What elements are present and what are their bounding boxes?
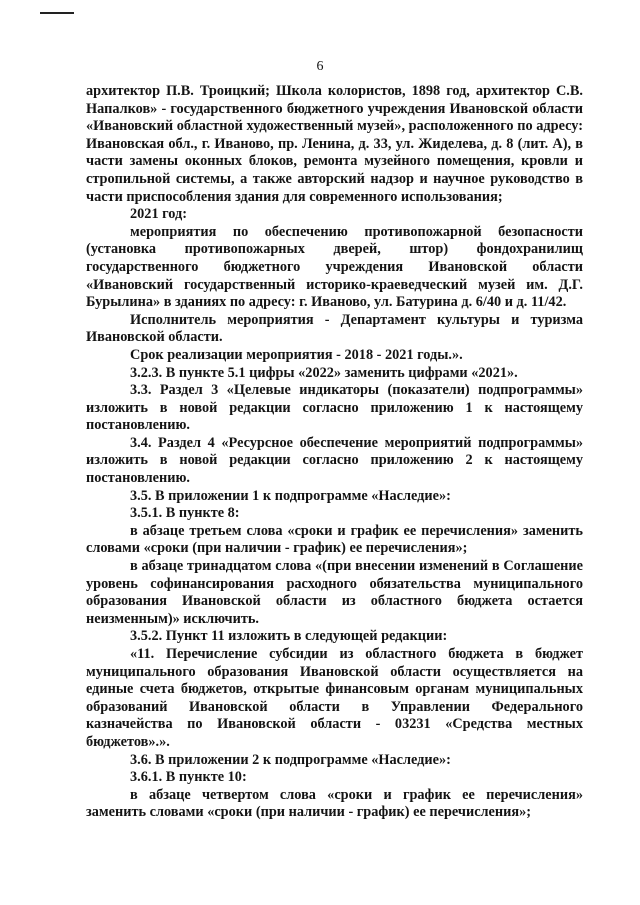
- page-number: 6: [316, 59, 324, 74]
- paragraph-9: 3.5. В приложении 1 к подпрограмме «Наследие»:: [130, 487, 451, 504]
- paragraph-8: 3.4. Раздел 4 «Ресурсное обеспечение мероприятий подпрограммы» изложить в новой редакции согласно приложению 2 к настоящему постановлению.: [86, 434, 583, 487]
- header-rule: [40, 12, 74, 14]
- paragraph-7: 3.3. Раздел 3 «Целевые индикаторы (показатели) подпрограммы» изложить в новой редакции согласно приложению 1 к настоящему постановлению.: [86, 382, 583, 434]
- document-body: [86, 83, 583, 822]
- paragraph-11: в абзаце третьем слова «сроки и график ее перечисления» заменить словами «сроки (при наличии - график) ее перечисления»;: [86, 522, 583, 557]
- paragraph-1: архитектор П.В. Троицкий; Школа колористов, 1898 год, архитектор С.В. Напалков» - государственного бюджетного учреждения Ивановской области «Ивановский областной художественный музей», расположенного по адресу: Ивановская обл., г. Иваново, пр. Ленина, д. 33, ул. Жиделева, д. 8 (лит. А), в части замены оконных блоков, ремонта музейного помещения, кровли и стропильной системы, а также авторский надзор и научное руководство в части приспособления здания для современного использования;: [86, 83, 583, 205]
- paragraph-10: 3.5.1. В пункте 8:: [130, 505, 240, 522]
- paragraph-4: Исполнитель мероприятия - Департамент культуры и туризма Ивановской области.: [86, 311, 583, 346]
- paragraph-17: в абзаце четвертом слова «сроки и график ее перечисления» заменить словами «сроки (при наличии - график) ее перечисления»;: [86, 786, 583, 821]
- paragraph-6: 3.2.3. В пункте 5.1 цифры «2022» заменить цифрами «2021».: [130, 364, 518, 381]
- paragraph-15: 3.6. В приложении 2 к подпрограмме «Наследие»:: [130, 751, 451, 768]
- paragraph-12: в абзаце тринадцатом слова «(при внесении изменений в Соглашение уровень софинансирования расходного обязательства муниципального образования Ивановской области из областного бюджета остается неизменным)» исключить.: [86, 558, 583, 627]
- paragraph-14: «11. Перечисление субсидии из областного бюджета в бюджет муниципального образования Ивановской области осуществляется на единые счета бюджетов, открытые финансовым органам муниципальных образований Ивановской области в Управлении Федерального казначейства по Ивановской области - 03231 «Средства местных бюджетов».».: [86, 646, 583, 750]
- paragraph-3: мероприятия по обеспечению противопожарной безопасности (установка противопожарных дверей, штор) фондохранилищ государственного бюджетного учреждения Ивановской области «Ивановский государственный историко-краеведческий музей им. Д.Г. Бурылина» в зданиях по адресу: г. Иваново, ул. Батурина д. 6/40 и д. 11/42.: [86, 223, 583, 311]
- paragraph-2: 2021 год:: [130, 206, 188, 223]
- paragraph-13: 3.5.2. Пункт 11 изложить в следующей редакции:: [130, 628, 448, 645]
- paragraph-16: 3.6.1. В пункте 10:: [130, 769, 247, 786]
- paragraph-5: Срок реализации мероприятия - 2018 - 2021 годы.».: [130, 346, 463, 363]
